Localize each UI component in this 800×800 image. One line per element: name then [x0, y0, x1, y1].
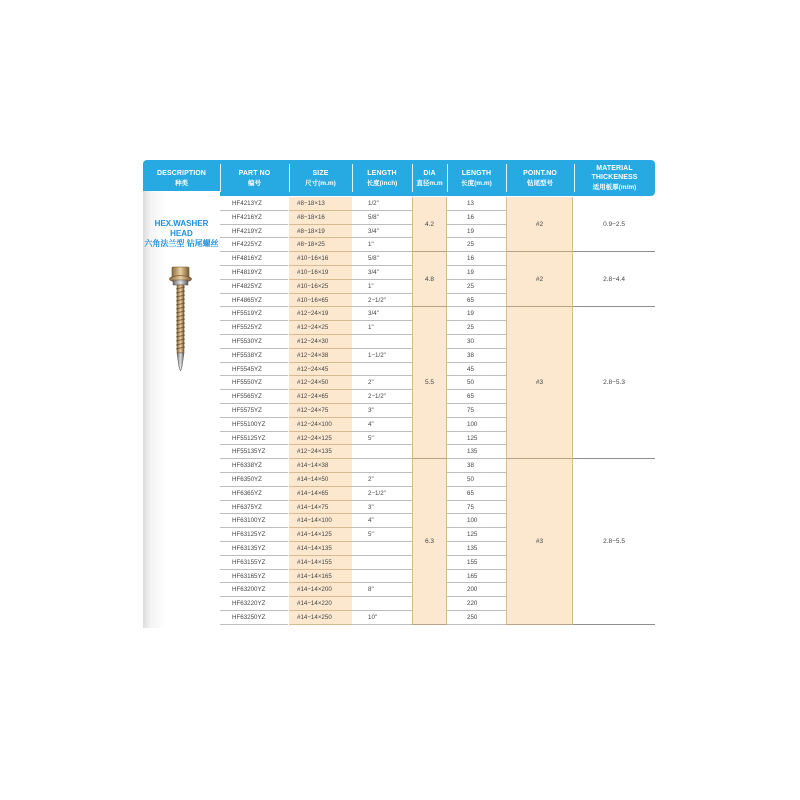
part-no-cell: HF63100YZ: [220, 514, 288, 528]
length-mm-cell: 75: [447, 404, 506, 418]
part-no-cell: HF63135YZ: [220, 542, 288, 556]
dia-cell: 6.3: [412, 459, 447, 625]
size-cell: #8−18×16: [289, 211, 352, 225]
part-no-cell: HF5565YZ: [220, 390, 288, 404]
part-no-cell: HF6375YZ: [220, 501, 288, 515]
length-mm-cell: 125: [447, 528, 506, 542]
length-mm-cell: 16: [447, 252, 506, 266]
length-inch-cell: 1": [352, 280, 412, 294]
size-cell: #14−14×165: [289, 570, 352, 584]
column-header-sublabel: 直径m.m: [416, 179, 443, 187]
dia-cell: 4.2: [412, 197, 447, 252]
length-mm-cell: 13: [447, 197, 506, 211]
size-cell: #14−14×100: [289, 514, 352, 528]
dia-cell: 4.8: [412, 252, 447, 307]
length-mm-cell: 45: [447, 363, 506, 377]
length-inch-cell: 2−1/2": [352, 294, 412, 308]
header-separator: [506, 164, 507, 192]
column-header-sublabel: 钻尾型号: [527, 179, 553, 187]
product-title-cn: 六角法兰型 钻尾螺丝: [144, 239, 219, 248]
length-mm-cell: 19: [447, 225, 506, 239]
length-inch-cell: 3/4": [352, 225, 412, 239]
length-mm-cell: 19: [447, 307, 506, 321]
length-mm-cell: 100: [447, 418, 506, 432]
length-mm-cell: 16: [447, 211, 506, 225]
size-cell: #12−24×125: [289, 432, 352, 446]
part-no-cell: HF6365YZ: [220, 487, 288, 501]
size-cell: #12−24×30: [289, 335, 352, 349]
length-inch-cell: 1": [352, 238, 412, 252]
part-no-cell: HF4219YZ: [220, 225, 288, 239]
length-inch-cell: [352, 542, 412, 556]
size-cell: #14−14×200: [289, 583, 352, 597]
part-no-cell: HF5550YZ: [220, 376, 288, 390]
length-mm-cell: 25: [447, 238, 506, 252]
header-separator: [574, 164, 575, 192]
size-cell: #14−14×155: [289, 556, 352, 570]
point-no-cell: #3: [506, 459, 573, 625]
part-no-cell: HF55135YZ: [220, 445, 288, 459]
part-no-cell: HF4816YZ: [220, 252, 288, 266]
header-separator: [352, 164, 353, 192]
length-inch-cell: 4": [352, 514, 412, 528]
size-cell: #12−24×38: [289, 349, 352, 363]
length-inch-cell: 1": [352, 321, 412, 335]
thickness-cell: 0.9−2.5: [573, 197, 655, 252]
column-header-label: LENGTH: [461, 169, 492, 177]
size-cell: #10−16×16: [289, 252, 352, 266]
length-mm-cell: 65: [447, 487, 506, 501]
length-inch-cell: 8": [352, 583, 412, 597]
size-cell: #10−16×25: [289, 280, 352, 294]
length-inch-cell: [352, 459, 412, 473]
length-inch-cell: 3/4": [352, 307, 412, 321]
column-header-sublabel: 尺寸(m.m): [305, 179, 336, 187]
length-inch-cell: [352, 597, 412, 611]
size-cell: #12−24×100: [289, 418, 352, 432]
column-header-label: PART NO: [238, 169, 271, 177]
part-no-cell: HF63155YZ: [220, 556, 288, 570]
product-title-en: HEX.WASHER HEAD: [154, 219, 209, 238]
thickness-cell: 2.8−5.5: [573, 459, 655, 625]
size-cell: #8−18×25: [289, 238, 352, 252]
size-cell: #14−14×38: [289, 459, 352, 473]
size-cell: #14−14×135: [289, 542, 352, 556]
column-header-sublabel: 长度(m.m): [461, 179, 492, 187]
length-mm-cell: 125: [447, 432, 506, 446]
size-cell: #14−14×220: [289, 597, 352, 611]
size-cell: #14−14×50: [289, 473, 352, 487]
length-mm-cell: 19: [447, 266, 506, 280]
size-cell: #12−24×50: [289, 376, 352, 390]
size-cell: #8−18×19: [289, 225, 352, 239]
part-no-cell: HF5519YZ: [220, 307, 288, 321]
length-inch-cell: 2−1/2": [352, 487, 412, 501]
length-mm-cell: 100: [447, 514, 506, 528]
size-cell: #10−16×19: [289, 266, 352, 280]
length-mm-cell: 25: [447, 280, 506, 294]
size-cell: #12−24×75: [289, 404, 352, 418]
size-cell: #14−14×75: [289, 501, 352, 515]
column-header-sublabel: 适用板厚(m/m): [592, 184, 637, 191]
column-header-label: DESCRIPTION: [157, 169, 206, 177]
table-body: [143, 191, 655, 628]
length-mm-cell: 220: [447, 597, 506, 611]
length-mm-cell: 250: [447, 611, 506, 625]
length-mm-cell: 200: [447, 583, 506, 597]
self-drilling-screw-icon: [162, 263, 202, 378]
column-header-label: MATERIAL THICKENESS: [591, 165, 638, 181]
column-header-sublabel: 编号: [248, 179, 261, 187]
length-inch-cell: 3": [352, 404, 412, 418]
length-inch-cell: 1−1/2": [352, 349, 412, 363]
size-cell: #14−14×65: [289, 487, 352, 501]
length-mm-cell: 135: [447, 445, 506, 459]
part-no-cell: HF4216YZ: [220, 211, 288, 225]
column-header-label: DIA: [423, 169, 436, 177]
length-inch-cell: [352, 556, 412, 570]
thickness-cell: 2.8−5.3: [573, 307, 655, 459]
length-inch-cell: 3": [352, 501, 412, 515]
length-inch-cell: [352, 363, 412, 377]
size-cell: #12−24×135: [289, 445, 352, 459]
header-separator: [412, 164, 413, 192]
point-no-cell: #2: [506, 197, 573, 252]
header-separator: [289, 164, 290, 192]
length-mm-cell: 50: [447, 376, 506, 390]
part-no-cell: HF4213YZ: [220, 197, 288, 211]
length-inch-cell: 5": [352, 528, 412, 542]
column-header-label: POINT.NO: [523, 169, 557, 177]
length-inch-cell: [352, 335, 412, 349]
size-cell: #10−16×65: [289, 294, 352, 308]
header-separator: [220, 164, 221, 192]
column-header-label: LENGTH: [367, 169, 397, 177]
part-no-cell: HF4819YZ: [220, 266, 288, 280]
part-no-cell: HF4225YZ: [220, 238, 288, 252]
part-no-cell: HF63125YZ: [220, 528, 288, 542]
part-no-cell: HF63200YZ: [220, 583, 288, 597]
part-no-cell: HF6350YZ: [220, 473, 288, 487]
length-inch-cell: 2": [352, 376, 412, 390]
length-inch-cell: 1/2": [352, 197, 412, 211]
header-separator: [447, 164, 448, 192]
dia-cell: 5.5: [412, 307, 447, 459]
length-mm-cell: 75: [447, 501, 506, 515]
point-no-cell: #2: [506, 252, 573, 307]
length-mm-cell: 155: [447, 556, 506, 570]
length-inch-cell: 4": [352, 418, 412, 432]
size-cell: #14−14×125: [289, 528, 352, 542]
spec-sheet: [143, 160, 655, 621]
size-cell: #12−24×25: [289, 321, 352, 335]
part-no-cell: HF5525YZ: [220, 321, 288, 335]
thickness-cell: 2.8−4.4: [573, 252, 655, 307]
parts-grid: [220, 197, 655, 625]
part-no-cell: HF63165YZ: [220, 570, 288, 584]
column-header-sublabel: 长度(inch): [366, 179, 398, 187]
size-cell: #8−18×13: [289, 197, 352, 211]
length-inch-cell: 5": [352, 432, 412, 446]
length-inch-cell: 2−1/2": [352, 390, 412, 404]
length-inch-cell: [352, 445, 412, 459]
size-cell: #12−24×19: [289, 307, 352, 321]
length-inch-cell: 3/4": [352, 266, 412, 280]
length-inch-cell: 10": [352, 611, 412, 625]
part-no-cell: HF4825YZ: [220, 280, 288, 294]
size-cell: #12−24×45: [289, 363, 352, 377]
part-no-cell: HF5538YZ: [220, 349, 288, 363]
size-cell: #14−14×250: [289, 611, 352, 625]
length-mm-cell: 165: [447, 570, 506, 584]
part-no-cell: HF63220YZ: [220, 597, 288, 611]
length-mm-cell: 25: [447, 321, 506, 335]
column-header-label: SIZE: [312, 169, 329, 177]
part-no-cell: HF5545YZ: [220, 363, 288, 377]
length-inch-cell: 2": [352, 473, 412, 487]
column-header-sublabel: 种类: [175, 179, 188, 187]
length-inch-cell: 5/8": [352, 252, 412, 266]
length-mm-cell: 30: [447, 335, 506, 349]
length-mm-cell: 65: [447, 390, 506, 404]
part-no-cell: HF55100YZ: [220, 418, 288, 432]
length-mm-cell: 38: [447, 459, 506, 473]
part-no-cell: HF5530YZ: [220, 335, 288, 349]
part-no-cell: HF4865YZ: [220, 294, 288, 308]
point-no-cell: #3: [506, 307, 573, 459]
length-mm-cell: 65: [447, 294, 506, 308]
part-no-cell: HF63250YZ: [220, 611, 288, 625]
description-panel: [143, 191, 220, 628]
length-mm-cell: 38: [447, 349, 506, 363]
part-no-cell: HF5575YZ: [220, 404, 288, 418]
part-no-cell: HF6338YZ: [220, 459, 288, 473]
size-cell: #12−24×65: [289, 390, 352, 404]
length-inch-cell: [352, 570, 412, 584]
part-no-cell: HF55125YZ: [220, 432, 288, 446]
length-mm-cell: 135: [447, 542, 506, 556]
length-inch-cell: 5/8": [352, 211, 412, 225]
length-mm-cell: 50: [447, 473, 506, 487]
